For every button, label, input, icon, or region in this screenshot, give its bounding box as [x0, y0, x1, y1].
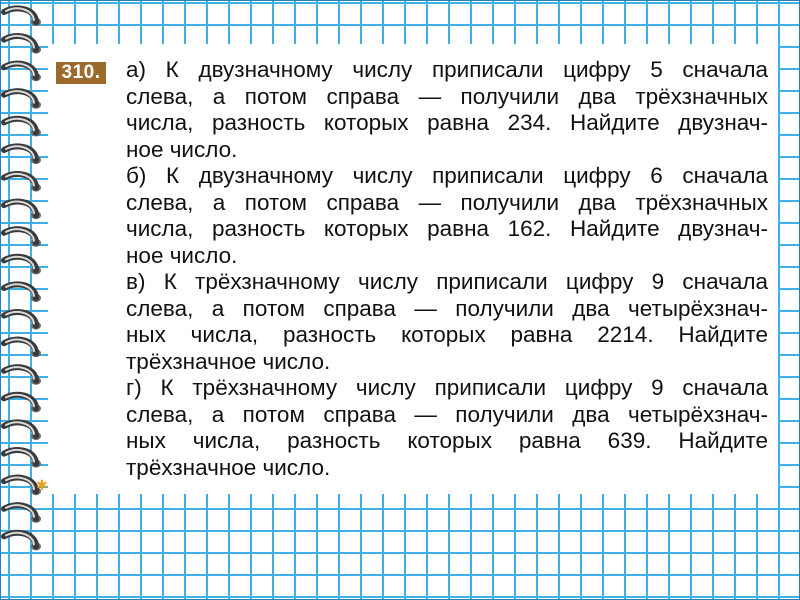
spiral-ring-icon	[4, 395, 41, 413]
problem-part-g	[126, 375, 768, 481]
text-line: трёхзначное число.	[126, 348, 331, 374]
text-line: слева, а потом справа — получили два трёхзначных	[126, 189, 768, 215]
text-line: б) К двузначному числу приписали цифру 6 сначала	[126, 163, 768, 188]
spiral-ring-icon	[4, 91, 41, 109]
spiral-ring-icon	[4, 64, 41, 82]
spiral-ring-icon	[4, 36, 41, 54]
spiral-ring-icon	[4, 257, 41, 275]
spiral-ring-icon	[4, 8, 41, 26]
problem-part-v	[126, 269, 768, 375]
text-line: слева, а потом справа — получили два четырёхзнач-	[126, 401, 768, 427]
text-line: ное число.	[126, 136, 238, 162]
spiral-ring-icon	[4, 450, 41, 468]
spiral-ring-icon	[4, 505, 41, 523]
spiral-ring-icon	[4, 422, 41, 440]
text-line: числа, разность которых равна 162. Найдите двузнач-	[126, 216, 768, 241]
text-line: ное число.	[126, 242, 238, 268]
text-line: слева, а потом справа — получили два четырёхзнач-	[126, 295, 768, 321]
problem-text	[126, 57, 768, 481]
spiral-ring-icon	[4, 533, 41, 551]
spiral-ring-icon	[4, 229, 41, 247]
text-line: ных числа, разность которых равна 639. Найдите	[126, 428, 768, 453]
star-decoration-icon: ✱	[36, 478, 48, 494]
spiral-ring-icon	[4, 202, 41, 220]
text-line: трёхзначное число.	[126, 454, 331, 480]
text-line: ных числа, разность которых равна 2214. Найдите	[126, 322, 768, 347]
text-line: в) К трёхзначному числу приписали цифру 9 сначала	[126, 269, 768, 294]
text-line: числа, разность которых равна 234. Найдите двузнач-	[126, 110, 768, 135]
spiral-ring-icon	[4, 367, 41, 385]
text-line: а) К двузначному числу приписали цифру 5 сначала	[126, 57, 768, 82]
spiral-ring-icon	[4, 284, 41, 302]
spiral-ring-icon	[4, 340, 41, 358]
problem-number-badge: 310.	[56, 62, 106, 84]
problem-part-b	[126, 163, 768, 269]
spiral-ring-icon	[4, 312, 41, 330]
spiral-ring-icon	[4, 174, 41, 192]
problem-part-a	[126, 57, 768, 163]
textbook-page	[48, 44, 778, 494]
text-line: г) К трёхзначному числу приписали цифру 9 сначала	[126, 375, 768, 400]
text-line: слева, а потом справа — получили два трёхзначных	[126, 83, 768, 109]
spiral-ring-icon	[4, 119, 41, 137]
spiral-ring-icon	[4, 146, 41, 164]
